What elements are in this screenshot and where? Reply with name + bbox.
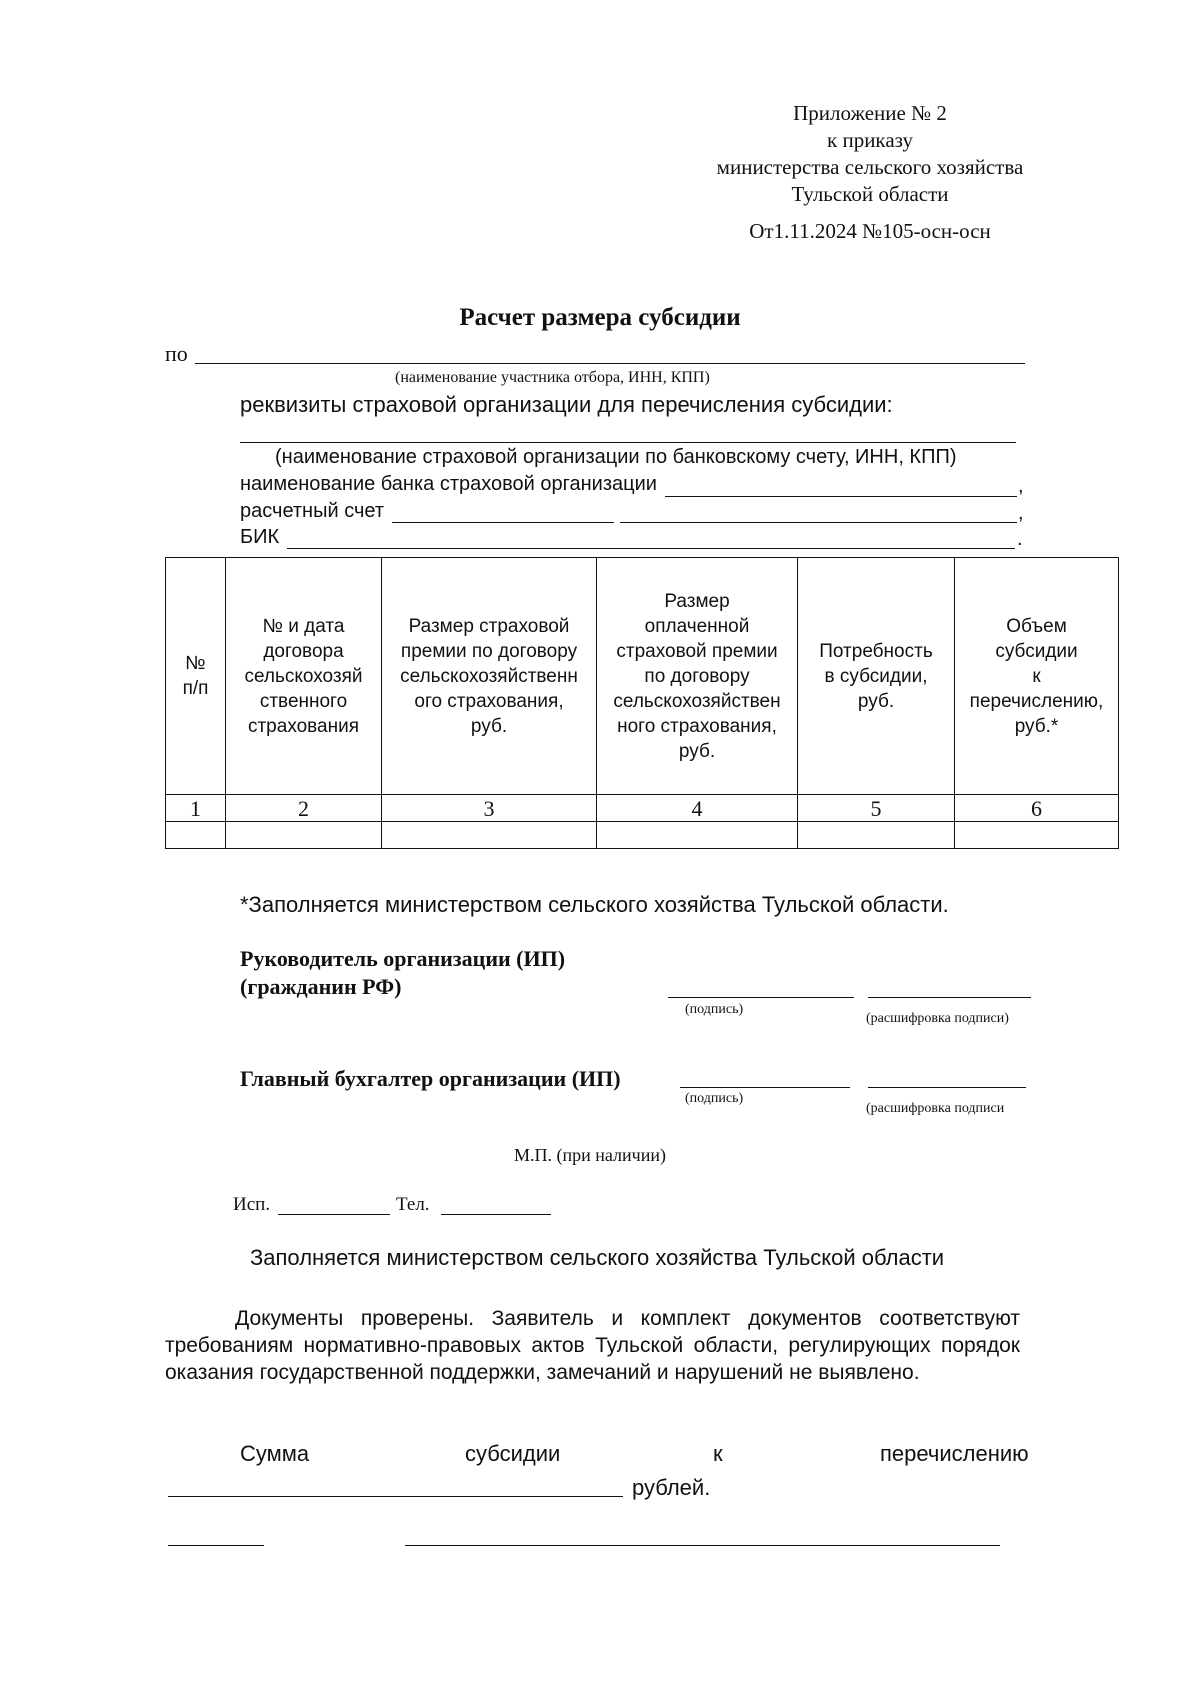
bik-label: БИК (240, 526, 280, 548)
table-cell: 5 (798, 795, 955, 822)
table-input-cell[interactable] (597, 822, 798, 849)
col-header-subsidy-volume: Объем субсидии к перечислению, руб.* (955, 558, 1119, 795)
table-input-cell[interactable] (382, 822, 597, 849)
account-field-part2[interactable] (620, 522, 1017, 523)
executor-field[interactable] (278, 1214, 390, 1215)
table-cell: 2 (226, 795, 382, 822)
recipient-field[interactable] (195, 363, 1025, 364)
table-input-cell[interactable] (166, 822, 226, 849)
appendix-date: От1.11.2024 №105-осн-осн (749, 219, 991, 243)
phone-label: Тел. (396, 1194, 430, 1215)
appendix-order-ref: к приказу (827, 128, 913, 152)
verification-paragraph (165, 1305, 1020, 1386)
requisites-intro: реквизиты страховой организации для перечисления субсидии: (240, 392, 893, 417)
head-decode-field[interactable] (868, 997, 1031, 998)
sum-word-3: к (713, 1441, 723, 1466)
verification-text: Документы проверены. Заявитель и комплект документов соответствуют требованиям нормативно-правовых актов Тульской области, регулирующих порядок оказания государственной поддержки, замечаний и нарушений не выявлено. (165, 1307, 1020, 1384)
official-name-field[interactable] (405, 1545, 1000, 1546)
ministry-heading: Заполняется министерством сельского хозяйства Тульской области (250, 1245, 945, 1270)
col-header-need: Потребность в субсидии, руб. (798, 558, 955, 795)
head-title-line1: Руководитель организации (ИП) (240, 946, 566, 971)
table-header-row (166, 558, 1119, 795)
rubles-label: рублей. (632, 1475, 711, 1500)
table-cell: 3 (382, 795, 597, 822)
sum-word-2: субсидии (465, 1441, 561, 1466)
bank-name-label: наименование банка страховой организации (240, 473, 657, 495)
stamp-note: М.П. (при наличии) (514, 1145, 666, 1165)
table-input-cell[interactable] (798, 822, 955, 849)
insurer-caption: (наименование страховой организации по банковскому счету, ИНН, КПП) (275, 446, 957, 468)
page-title: Расчет размера субсидии (459, 304, 741, 331)
subsidy-table (165, 557, 1119, 849)
table-cell: 4 (597, 795, 798, 822)
sum-amount-field[interactable] (168, 1496, 623, 1497)
executor-label: Исп. (233, 1194, 271, 1215)
table-cell: 1 (166, 795, 226, 822)
official-signature-field[interactable] (168, 1545, 264, 1546)
col-header-contract: № и дата договора сельскохозяй ственного страхования (226, 558, 382, 795)
appendix-number: Приложение № 2 (793, 101, 947, 125)
footnote: *Заполняется министерством сельского хозяйства Тульской области. (240, 892, 949, 917)
account-comma: , (1018, 502, 1024, 524)
accountant-signature-caption: (подпись) (685, 1091, 744, 1106)
phone-field[interactable] (441, 1214, 551, 1215)
recipient-caption: (наименование участника отбора, ИНН, КПП) (395, 369, 710, 386)
head-signature-field[interactable] (668, 997, 854, 998)
account-field-part1[interactable] (392, 522, 614, 523)
accountant-title: Главный бухгалтер организации (ИП) (240, 1066, 621, 1091)
appendix-header (700, 100, 1040, 245)
table-input-cell[interactable] (955, 822, 1119, 849)
col-header-premium: Размер страховой премии по договору сельскохозяйственн ого страхования, руб. (382, 558, 597, 795)
sum-word-1: Сумма (240, 1441, 310, 1466)
col-header-paid-premium: Размер оплаченной страховой премии по договору сельскохозяйствен ного страхования, руб. (597, 558, 798, 795)
recipient-prefix: по (165, 341, 188, 366)
bik-field[interactable] (287, 548, 1015, 549)
sum-word-4: перечислению (880, 1441, 1029, 1466)
head-title-line2: (гражданин РФ) (240, 974, 402, 999)
bik-period: . (1017, 528, 1023, 550)
table-row-empty (166, 822, 1119, 849)
accountant-decode-caption: (расшифровка подписи (866, 1101, 1005, 1116)
appendix-region: Тульской области (791, 182, 949, 206)
table-row-numbers (166, 795, 1119, 822)
account-label: расчетный счет (240, 500, 385, 522)
appendix-ministry: министерства сельского хозяйства (716, 155, 1024, 179)
head-decode-caption: (расшифровка подписи) (866, 1011, 1009, 1026)
insurer-name-field[interactable] (240, 442, 1016, 443)
col-header-number: № п/п (166, 558, 226, 795)
head-signature-caption: (подпись) (685, 1002, 744, 1017)
table-input-cell[interactable] (226, 822, 382, 849)
accountant-signature-field[interactable] (680, 1087, 850, 1088)
accountant-decode-field[interactable] (868, 1087, 1026, 1088)
table-cell: 6 (955, 795, 1119, 822)
bank-name-field[interactable] (665, 496, 1017, 497)
bank-name-comma: , (1018, 475, 1024, 497)
